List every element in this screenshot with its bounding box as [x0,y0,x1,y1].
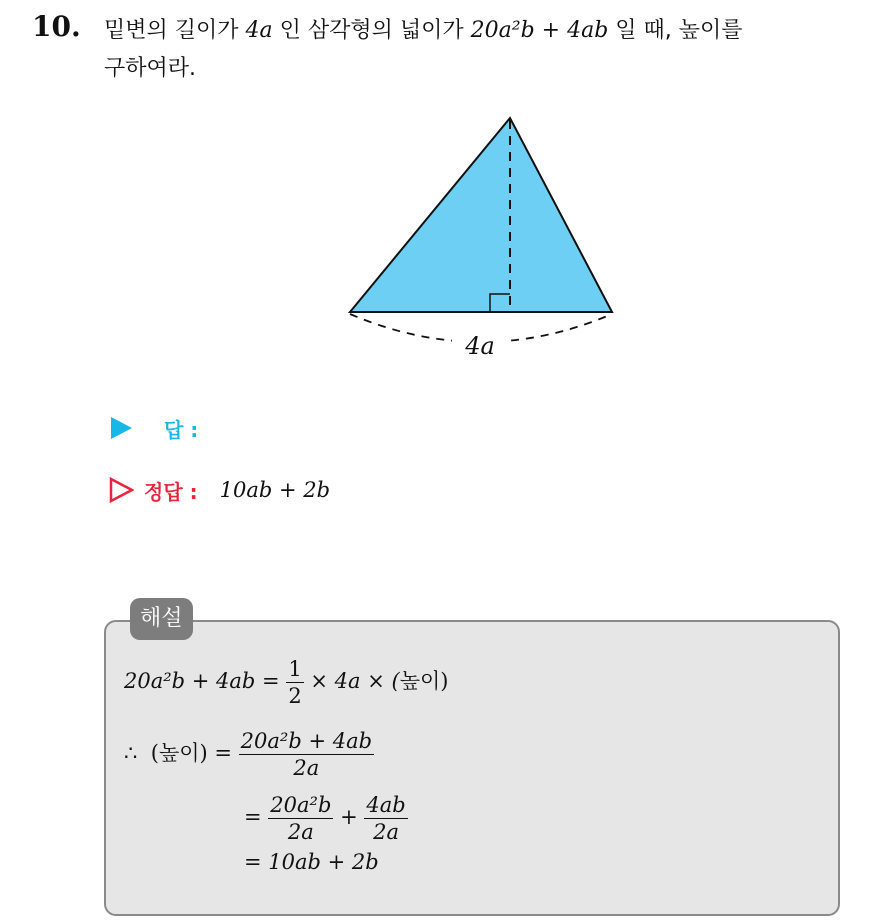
correct-arrow-icon [108,477,134,503]
correct-answer-value: 10ab + 2b [219,478,331,502]
question-text-4: 구하여라. [104,56,197,81]
line2-open-paren: ( [150,741,159,765]
area-expression: 20a²b + 4ab [470,18,609,43]
line2-denominator: 2a [293,756,320,780]
line3-frac2-numerator: 4ab [366,793,406,817]
correct-answer-row [108,474,330,506]
height-word: 높이 [399,669,441,693]
answer-label: 답 : [164,417,199,442]
triangle-shape [350,118,612,312]
explanation-line-3 [244,792,408,845]
correct-answer-label: 정답 : [144,479,198,504]
question-number: 10. [32,10,81,43]
base-expression: 4a [245,18,273,43]
explanation-tag: 해설 [130,598,193,640]
explanation-line-4: = 10ab + 2b [244,850,379,874]
half-numerator: 1 [288,657,302,681]
line2-numerator: 20a²b + 4ab [240,729,373,753]
height-word-2: 높이 [158,741,200,765]
question-text [104,12,864,88]
line3-plus: + [340,805,358,829]
answer-arrow-icon [108,415,134,441]
line3-equals: = [244,805,262,829]
base-label: 4a [465,332,495,360]
line1-lhs: 20a²b + 4ab = [124,669,280,693]
line1-rhs: × 4a × ( [310,669,400,693]
half-fraction [286,656,303,709]
answer-row [108,412,198,444]
line3-frac1-denominator: 2a [287,820,314,844]
explanation-line-2 [124,728,374,781]
explanation-line-1 [124,656,448,709]
line2-fraction [239,728,374,781]
line3-frac1-numerator: 20a²b [270,793,332,817]
triangle-figure [340,108,630,368]
line1-close-paren: ) [440,669,449,693]
line3-fraction-1 [268,792,333,845]
question-text-3: 일 때, 높이를 [615,18,743,43]
half-denominator: 2 [288,684,302,708]
line2-lhs-close: ) = [199,741,232,765]
line3-frac2-denominator: 2a [373,820,399,844]
therefore-symbol: ∴ [124,741,138,765]
question-text-1: 밑변의 길이가 [104,18,239,43]
line3-fraction-2 [364,792,407,845]
question-text-2: 인 삼각형의 넓이가 [279,18,464,43]
